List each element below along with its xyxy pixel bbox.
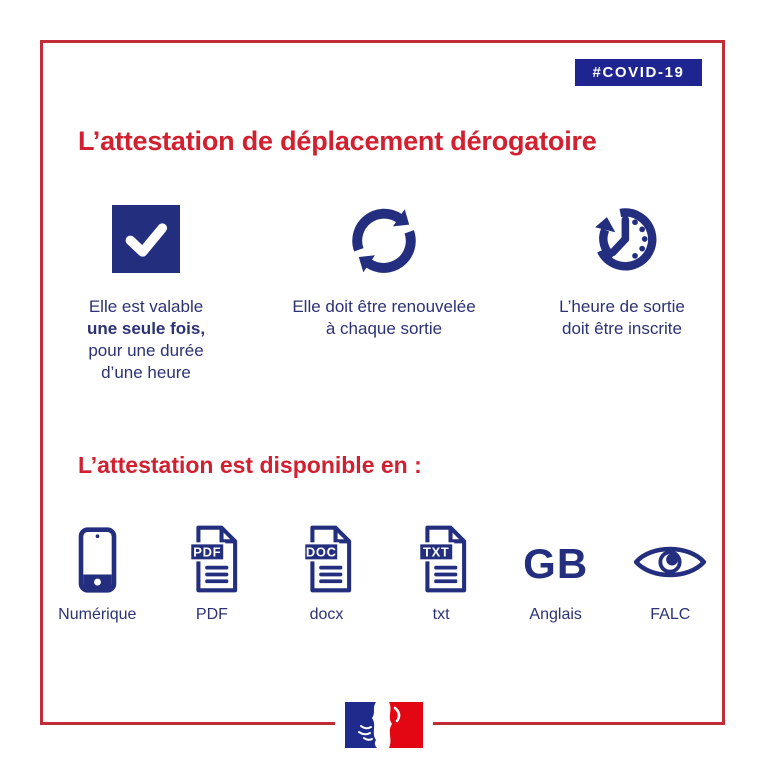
- caption-line: pour une durée: [88, 341, 204, 360]
- caption-line: Elle est valable: [88, 297, 204, 316]
- feature-exit-time: [516, 190, 728, 384]
- feature-caption: [292, 296, 475, 340]
- caption-line: L’heure de sortie: [559, 297, 685, 316]
- file-type-text: TXT: [423, 544, 450, 560]
- format-label: PDF: [195, 606, 228, 623]
- covid-hashtag-label: #COVID-19: [592, 64, 685, 81]
- format-label: txt: [432, 606, 450, 623]
- formats-heading: L’attestation est disponible en :: [78, 452, 422, 478]
- format-digital: [40, 523, 155, 624]
- french-government-logo: [335, 702, 433, 748]
- check-square-icon: [112, 190, 180, 288]
- doc-file-icon: [292, 523, 360, 593]
- format-falc: [613, 523, 728, 624]
- gb-text: GB: [523, 540, 589, 587]
- caption-line: Elle doit être renouvelée: [292, 297, 476, 316]
- feature-caption: [559, 296, 685, 340]
- file-type-text: PDF: [193, 544, 222, 560]
- format-label: Numérique: [58, 606, 137, 623]
- gb-language-icon: [523, 523, 588, 593]
- format-docx: [269, 523, 384, 624]
- features-row: [40, 190, 728, 384]
- format-txt: [384, 523, 499, 624]
- feature-valid-once: [40, 190, 252, 384]
- renew-cycle-icon: [339, 190, 429, 288]
- format-english: [498, 523, 613, 624]
- caption-line: une seule fois,: [86, 319, 206, 338]
- eye-falc-icon: [632, 523, 708, 593]
- covid-hashtag-badge: [575, 59, 702, 86]
- format-pdf: [155, 523, 270, 624]
- caption-line: d’une heure: [101, 363, 191, 382]
- format-label: Anglais: [529, 606, 582, 623]
- format-label: FALC: [650, 606, 691, 623]
- caption-line: à chaque sortie: [325, 319, 443, 338]
- formats-row: [40, 523, 728, 624]
- pdf-file-icon: [178, 523, 246, 593]
- txt-file-icon: [407, 523, 475, 593]
- history-clock-icon: [580, 190, 664, 288]
- feature-caption: [87, 296, 205, 384]
- file-type-text: DOC: [306, 544, 338, 560]
- feature-renew: [252, 190, 516, 384]
- page-title: L’attestation de déplacement dérogatoire: [78, 126, 597, 156]
- caption-line: doit être inscrite: [561, 319, 682, 338]
- format-label: docx: [309, 606, 344, 623]
- smartphone-icon: [77, 523, 118, 593]
